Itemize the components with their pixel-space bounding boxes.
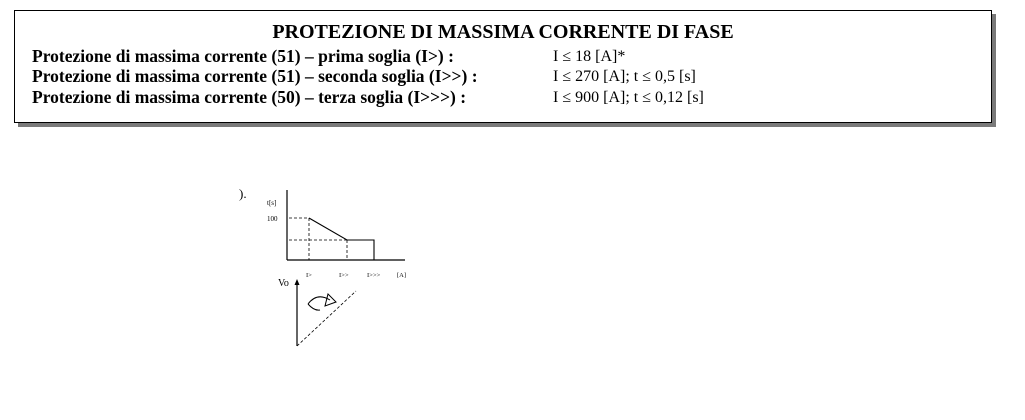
protection-settings-box <box>14 10 992 123</box>
trip-curve <box>309 218 374 260</box>
arrow-head-icon <box>325 294 336 306</box>
setting-value: I ≤ 900 [A]; t ≤ 0,12 [s] <box>553 89 704 106</box>
setting-value: I ≤ 18 [A]* <box>553 48 626 65</box>
trip-curve-figure <box>250 180 420 352</box>
x-tick-label: I>>> <box>367 272 381 279</box>
figure-note: ). <box>239 186 247 201</box>
vo-direction-diagram <box>278 278 356 346</box>
box-title: PROTEZIONE DI MASSIMA CORRENTE DI FASE <box>272 21 734 43</box>
setting-label: Protezione di massima corrente (50) – terza soglia (I>>>) : <box>32 87 467 107</box>
y-tick-label: 100 <box>267 215 278 223</box>
x-tick-label: I> <box>306 272 312 279</box>
vo-label: Vo <box>278 278 289 289</box>
x-tick-label: I>> <box>339 272 349 279</box>
y-axis-label: t[s] <box>267 199 277 207</box>
setting-label: Protezione di massima corrente (51) – seconda soglia (I>>) : <box>32 66 478 86</box>
setting-label: Protezione di massima corrente (51) – prima soglia (I>) : <box>32 46 454 66</box>
time-current-diagram <box>267 190 406 279</box>
setting-value: I ≤ 270 [A]; t ≤ 0,5 [s] <box>553 68 696 85</box>
x-tick-label: [A] <box>397 272 407 279</box>
arrow-up-icon <box>295 279 300 285</box>
rotation-arrow-tail <box>308 304 320 310</box>
